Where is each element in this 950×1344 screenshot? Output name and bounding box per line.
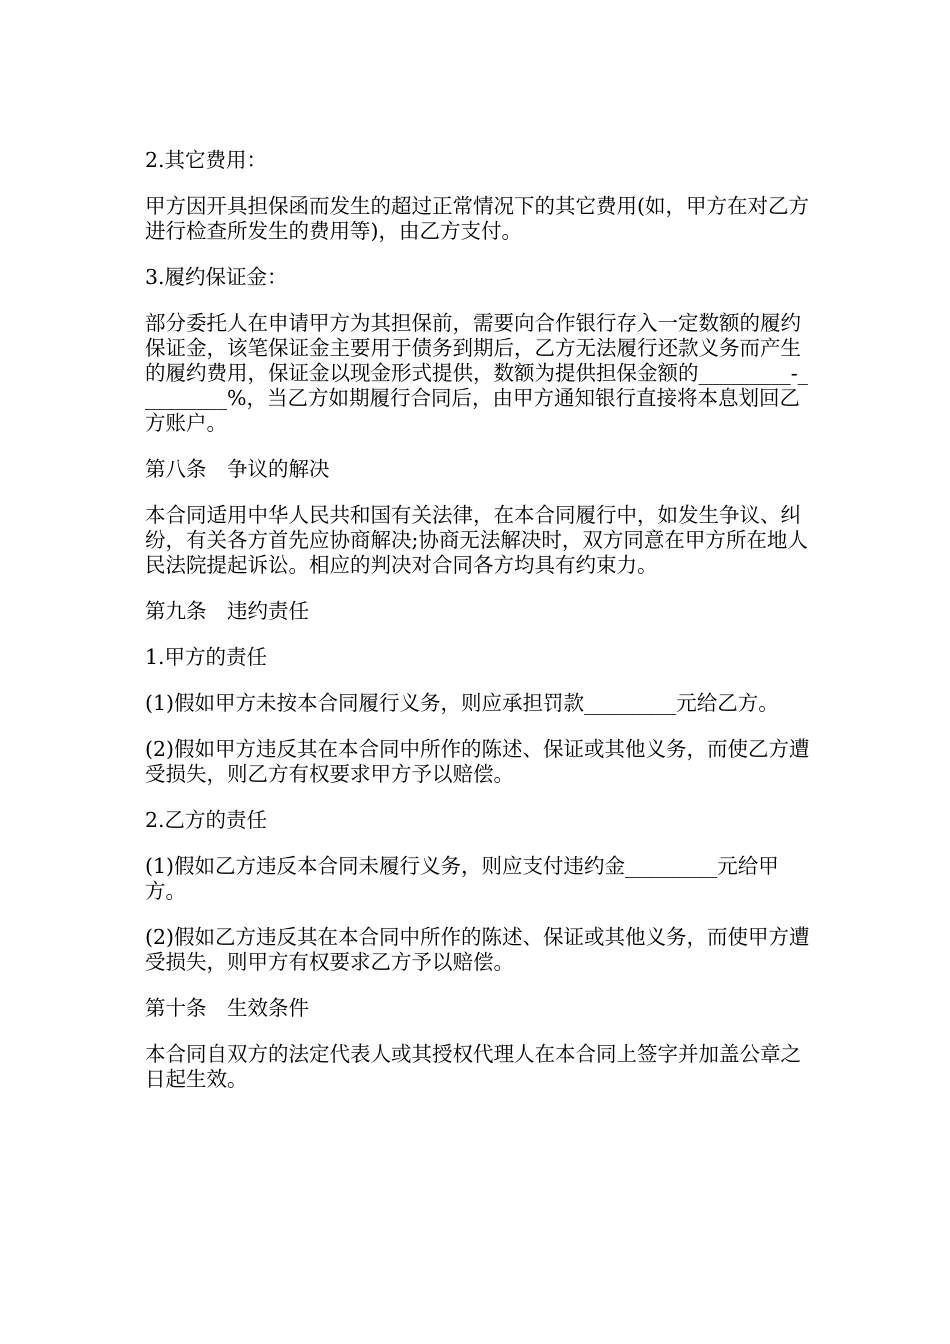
article-10-text: 本合同自双方的法定代表人或其授权代理人在本合同上签字并加盖公章之日起生效。 [145,1042,801,1091]
party-b-liability-item-1: (1)假如乙方违反本合同未履行义务，则应支付违约金_________元给甲方。 [145,854,779,903]
party-a-liability-item-1: (1)假如甲方未按本合同履行义务，则应承担罚款_________元给乙方。 [145,691,779,715]
party-b-liability-item-2: (2)假如乙方违反其在本合同中所作的陈述、保证或其他义务，而使甲方遭受损失，则甲方有权要求乙方予以赔偿。 [145,925,810,974]
article-9-heading: 第九条 违约责任 [145,599,309,623]
party-a-liability-item-2: (2)假如甲方违反其在本合同中所作的陈述、保证或其他义务，而使乙方遭受损失，则乙方有权要求甲方予以赔偿。 [145,737,810,786]
clause-2-other-fees-text: 甲方因开具担保函而发生的超过正常情况下的其它费用(如，甲方在对乙方进行检查所发生的费用等)，由乙方支付。 [145,194,809,243]
clause-2-other-fees-heading: 2.其它费用： [145,148,268,172]
article-8-heading: 第八条 争议的解决 [145,457,330,481]
clause-3-deposit-text: 部分委托人在申请甲方为其担保前，需要向合作银行存入一定数额的履约保证金，该笔保证金主要用于债务到期后，乙方无法履行还款义务而产生的履约费用，保证金以现金形式提供，数额为提供担保金额的_________-_________%，当乙方如期履行合同后，由甲方通知银行直接将本息划回乙方账户。 [145,311,808,435]
document-page [145,148,815,1113]
party-a-liability-heading: 1.甲方的责任 [145,645,268,669]
article-10-heading: 第十条 生效条件 [145,996,309,1020]
party-b-liability-heading: 2.乙方的责任 [145,808,268,832]
clause-3-deposit-heading: 3.履约保证金： [145,265,288,289]
article-8-text: 本合同适用中华人民共和国有关法律，在本合同履行中，如发生争议、纠纷，有关各方首先应协商解决;协商无法解决时，双方同意在甲方所在地人民法院提起诉讼。相应的判决对合同各方均具有约束力。 [145,503,808,577]
